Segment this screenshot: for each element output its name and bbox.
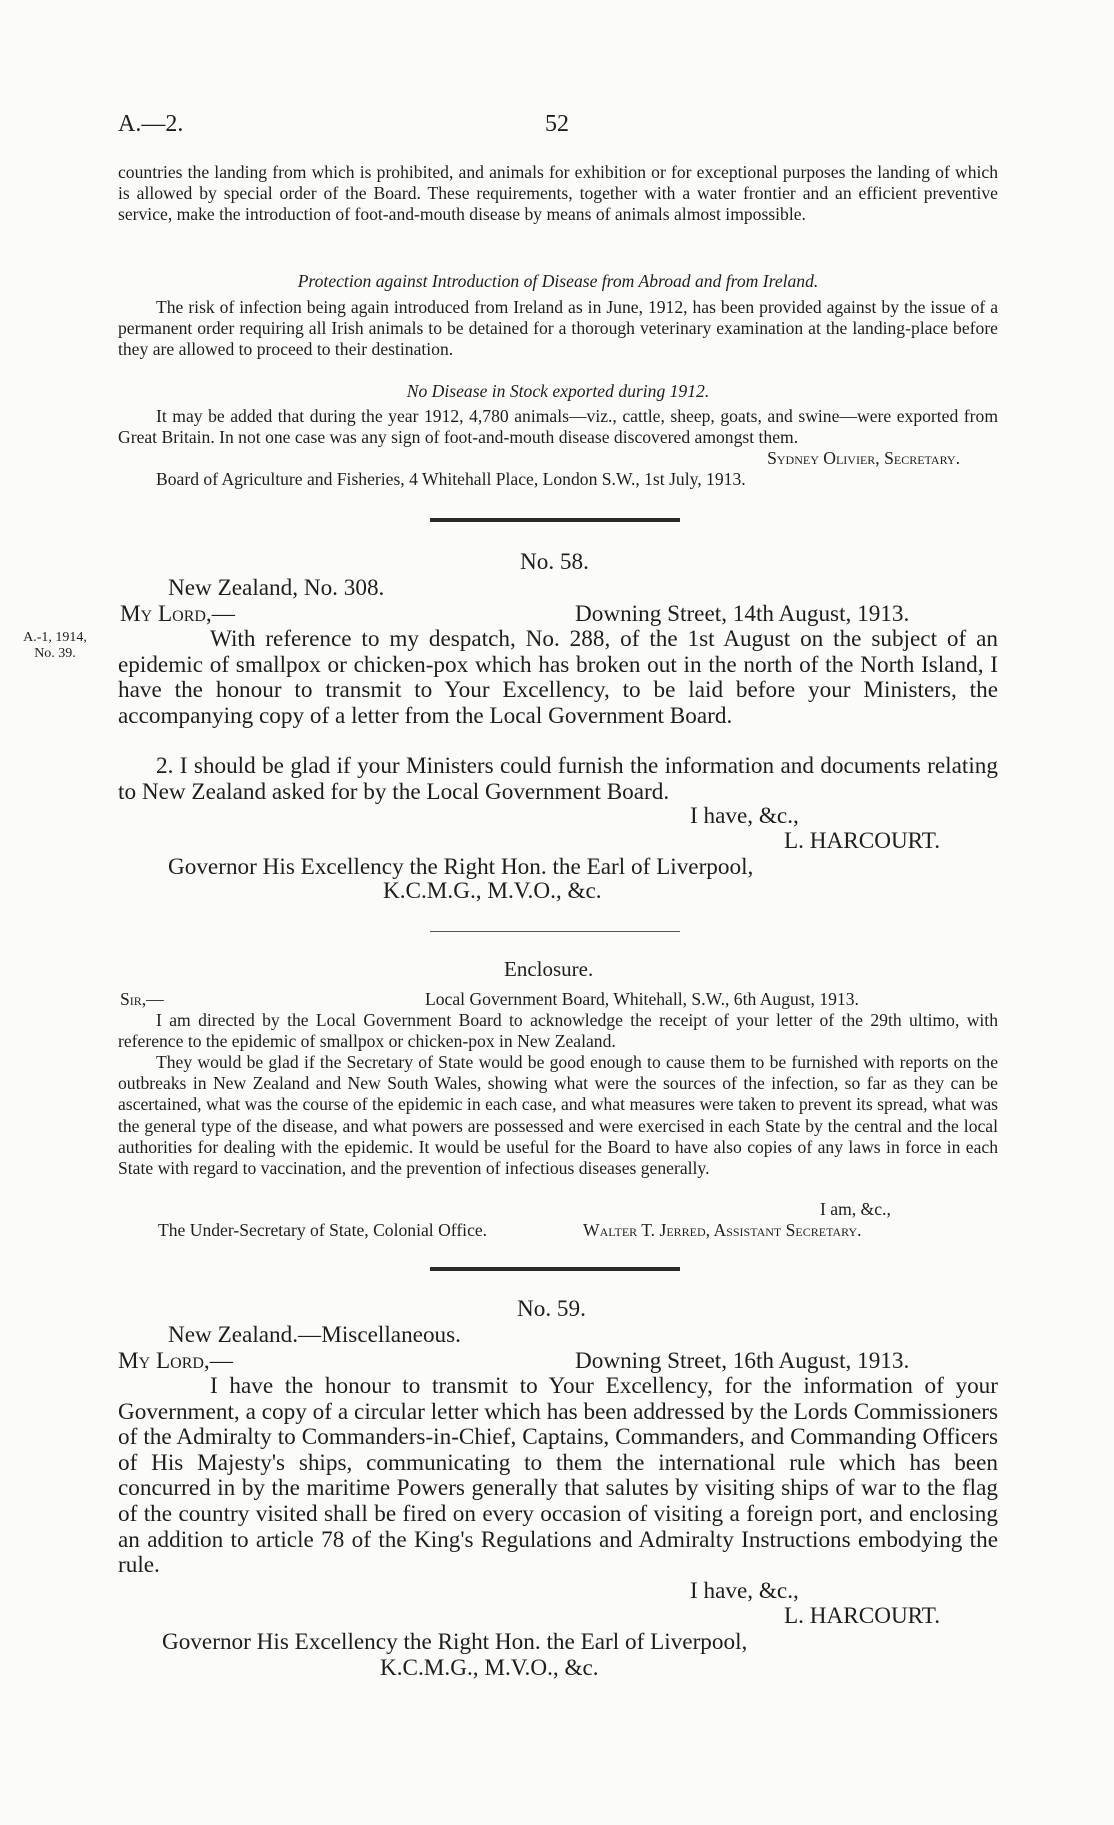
page-number: 52 — [545, 111, 569, 137]
despatch-59-salutation: My Lord,— — [118, 1348, 233, 1374]
section-heading-no-disease: No Disease in Stock exported during 1912. — [406, 381, 710, 401]
board-address: Board of Agriculture and Fisheries, 4 Whitehall Place, London S.W., 1st July, 1913. — [156, 469, 746, 489]
despatch-58-closing: I have, &c., — [690, 803, 799, 829]
enclosure-recipient: The Under-Secretary of State, Colonial Office. — [158, 1220, 488, 1240]
section-divider — [430, 1267, 680, 1271]
despatch-58-addressee-line-2: K.C.M.G., M.V.O., &c. — [383, 878, 602, 904]
despatch-59-paragraph-1: I have the honour to transmit to Your Excellency, for the information of your Government, a copy of a circular letter which has been addressed by the Lords Commissioners of the Admiralty to Commanders-in-Chief, Captains, Commanders, and Commanding Officers of His Majesty's ships, communicating to them the international rule which has been concurred in by the maritime Powers generally that salutes by visiting ships of war to the flag of the country visited shall be fired on every occasion of visiting a foreign port, and enclosing an addition to article 78 of the King's Regulations and Admiralty Instructions embodying the rule. — [118, 1373, 998, 1579]
enclosure-paragraph-1: I am directed by the Local Government Board to acknowledge the receipt of your letter of the 29th ultimo, with reference to the epidemic of smallpox or chicken-pox in New Zealand. — [118, 1010, 998, 1052]
no-disease-paragraph: It may be added that during the year 1912, 4,780 animals—viz., cattle, sheep, goats, and swine—were exported from Great Britain. In not one case was any sign of foot-and-mouth disease discovered amongst them. — [118, 406, 998, 448]
intro-paragraph: countries the landing from which is prohibited, and animals for exhibition or for exceptional purposes the landing of which is allowed by special order of the Board. These requirements, together with a water frontier and an efficient preventive service, make the introduction of foot-and-mouth disease by means of animals almost impossible. — [118, 162, 998, 225]
enclosure-signature: Walter T. Jerred, Assistant Secretary. — [583, 1220, 862, 1240]
despatch-58-place-date: Downing Street, 14th August, 1913. — [575, 601, 910, 627]
despatch-59-reference: New Zealand.—Miscellaneous. — [168, 1322, 461, 1348]
despatch-58-reference: New Zealand, No. 308. — [168, 575, 385, 601]
despatch-58-paragraph-1: With reference to my despatch, No. 288, of the 1st August on the subject of an epidemic of smallpox or chicken-pox which has broken out in the north of the North Island, I have the honour to transmit to Your Excellency, to be laid before your Ministers, the accompanying copy of a letter from the Local Government Board. — [118, 626, 998, 729]
enclosure-salutation: Sir,— — [120, 989, 164, 1009]
despatch-59-place-date: Downing Street, 16th August, 1913. — [575, 1348, 910, 1374]
despatch-59-addressee-line-2: K.C.M.G., M.V.O., &c. — [380, 1655, 599, 1681]
despatch-59-closing: I have, &c., — [690, 1578, 799, 1604]
section-divider — [430, 931, 680, 932]
enclosure-place-date: Local Government Board, Whitehall, S.W., 6th August, 1913. — [425, 989, 859, 1009]
enclosure-paragraph-2: They would be glad if the Secretary of State would be good enough to cause them to be furnished with reports on the outbreaks in New Zealand and New South Wales, showing what were the sources of the infection, so far as they can be ascertained, what was the course of the epidemic in each case, and what measures were taken to prevent its spread, what was the general type of the disease, and what powers are possessed and were exercised in each State by the central and the local authorities for dealing with the epidemic. It would be useful for the Board to have also copies of any laws in force in each State with regard to vaccination, and the prevention of infectious diseases generally. — [118, 1052, 998, 1179]
despatch-59-signature: L. HARCOURT. — [784, 1603, 940, 1629]
despatch-number-58: No. 58. — [520, 549, 589, 575]
document-code: A.—2. — [118, 111, 184, 137]
despatch-58-addressee-line-1: Governor His Excellency the Right Hon. the Earl of Liverpool, — [168, 854, 754, 880]
despatch-59-addressee-line-1: Governor His Excellency the Right Hon. the Earl of Liverpool, — [162, 1629, 748, 1655]
margin-note — [10, 630, 100, 662]
despatch-58-salutation: My Lord,— — [120, 601, 235, 627]
protection-paragraph: The risk of infection being again introduced from Ireland as in June, 1912, has been provided against by the issue of a permanent order requiring all Irish animals to be detained for a thorough veterinary examination at the landing-place before they are allowed to proceed to their destination. — [118, 297, 998, 360]
margin-note-line: No. 39. — [34, 646, 76, 661]
enclosure-closing: I am, &c., — [820, 1199, 891, 1219]
section-divider — [430, 518, 680, 522]
secretary-signature: Sydney Olivier, Secretary. — [767, 448, 960, 468]
enclosure-heading: Enclosure. — [504, 957, 594, 981]
margin-note-line: A.-1, 1914, — [23, 630, 87, 645]
despatch-58-paragraph-2: 2. I should be glad if your Ministers could furnish the information and documents relating to New Zealand asked for by the Local Government Board. — [118, 753, 998, 805]
despatch-number-59: No. 59. — [517, 1296, 586, 1322]
despatch-58-signature: L. HARCOURT. — [784, 828, 940, 854]
section-heading-protection: Protection against Introduction of Disease from Abroad and from Ireland. — [297, 271, 819, 291]
